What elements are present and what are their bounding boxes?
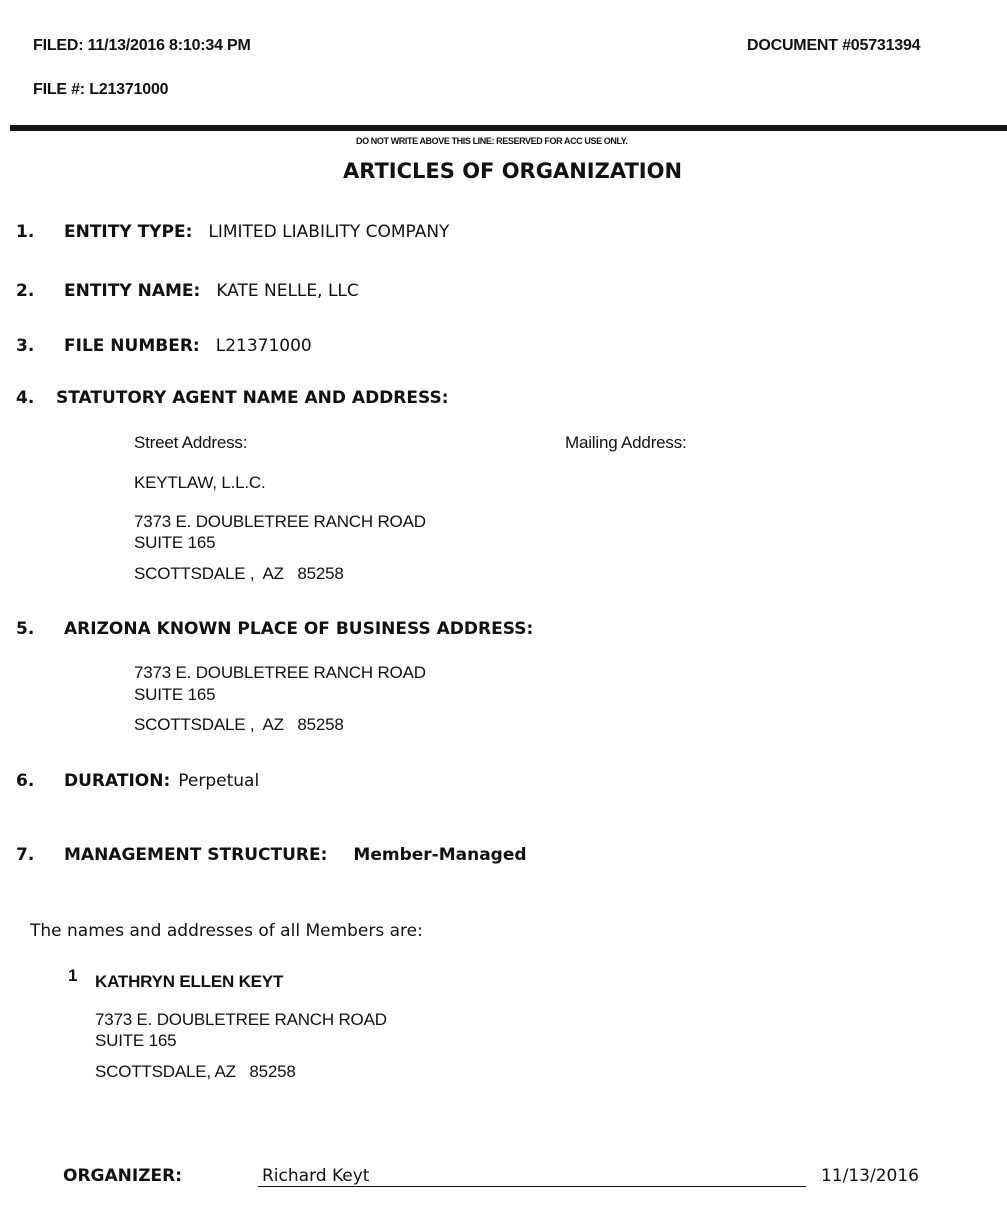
section-number: 2. (16, 281, 35, 301)
file-label: FILE #: (33, 81, 85, 98)
organizer-date: 11/13/2016 (821, 1166, 919, 1186)
member-name: KATHRYN ELLEN KEYT (95, 972, 284, 991)
agent-address-line1: 7373 E. DOUBLETREE RANCH ROAD (134, 512, 426, 531)
known-place-line3: SCOTTSDALE , AZ 85258 (134, 715, 344, 734)
statutory-agent-label: STATUTORY AGENT NAME AND ADDRESS: (56, 388, 449, 408)
duration-value: Perpetual (178, 771, 260, 791)
agent-name: KEYTLAW, L.L.C. (134, 473, 266, 492)
filed-value: 11/13/2016 8:10:34 PM (87, 37, 251, 54)
agent-address-line2: SUITE 165 (134, 533, 216, 552)
known-place-line1: 7373 E. DOUBLETREE RANCH ROAD (134, 663, 426, 682)
section-number: 1. (16, 222, 35, 242)
reserved-note: DO NOT WRITE ABOVE THIS LINE: RESERVED FOR ACC USE ONLY. (356, 136, 628, 146)
duration-colon: : (163, 771, 171, 791)
page-title: ARTICLES OF ORGANIZATION (343, 159, 683, 183)
section-statutory-agent (16, 388, 449, 408)
member-address-line3: SCOTTSDALE, AZ 85258 (95, 1062, 296, 1081)
filed-line (33, 37, 251, 55)
entity-name-label: ENTITY NAME: (64, 281, 201, 301)
members-intro: The names and addresses of all Members are: (30, 921, 423, 941)
section-known-place (16, 619, 533, 639)
street-address-label: Street Address: (134, 433, 248, 452)
known-place-label: ARIZONA KNOWN PLACE OF BUSINESS ADDRESS: (64, 619, 534, 639)
entity-type-label: ENTITY TYPE: (64, 222, 193, 242)
organizer-name: Richard Keyt (262, 1166, 370, 1186)
section-entity-type (16, 222, 449, 242)
section-file-number (16, 336, 312, 356)
signature-line (258, 1186, 806, 1187)
mailing-address-label: Mailing Address: (565, 433, 687, 452)
document-value: 05731394 (850, 37, 921, 54)
organizer-label: ORGANIZER: (63, 1166, 183, 1186)
document-label: DOCUMENT # (747, 37, 851, 54)
section-number: 5. (16, 619, 35, 639)
management-label: MANAGEMENT STRUCTURE: (64, 845, 328, 865)
section-duration (16, 771, 259, 791)
section-management (16, 845, 527, 865)
filed-label: FILED: (33, 37, 84, 54)
management-value: Member-Managed (353, 845, 527, 865)
file-number-label: FILE NUMBER: (64, 336, 200, 356)
member-index: 1 (68, 966, 78, 985)
file-line (33, 81, 168, 99)
member-address-line1: 7373 E. DOUBLETREE RANCH ROAD (95, 1010, 387, 1029)
file-number-value: L21371000 (215, 336, 312, 356)
duration-label: DURATION (64, 771, 164, 791)
document-number (747, 37, 920, 55)
section-entity-name (16, 281, 359, 301)
section-number: 4. (16, 388, 35, 408)
known-place-line2: SUITE 165 (134, 685, 216, 704)
section-number: 6. (16, 771, 35, 791)
member-address-line2: SUITE 165 (95, 1031, 177, 1050)
header-rule (10, 125, 1007, 131)
entity-name-value: KATE NELLE, LLC (216, 281, 359, 301)
section-number: 7. (16, 845, 35, 865)
entity-type-value: LIMITED LIABILITY COMPANY (208, 222, 450, 242)
section-number: 3. (16, 336, 35, 356)
agent-address-line3: SCOTTSDALE , AZ 85258 (134, 564, 344, 583)
file-value: L21371000 (89, 81, 169, 98)
